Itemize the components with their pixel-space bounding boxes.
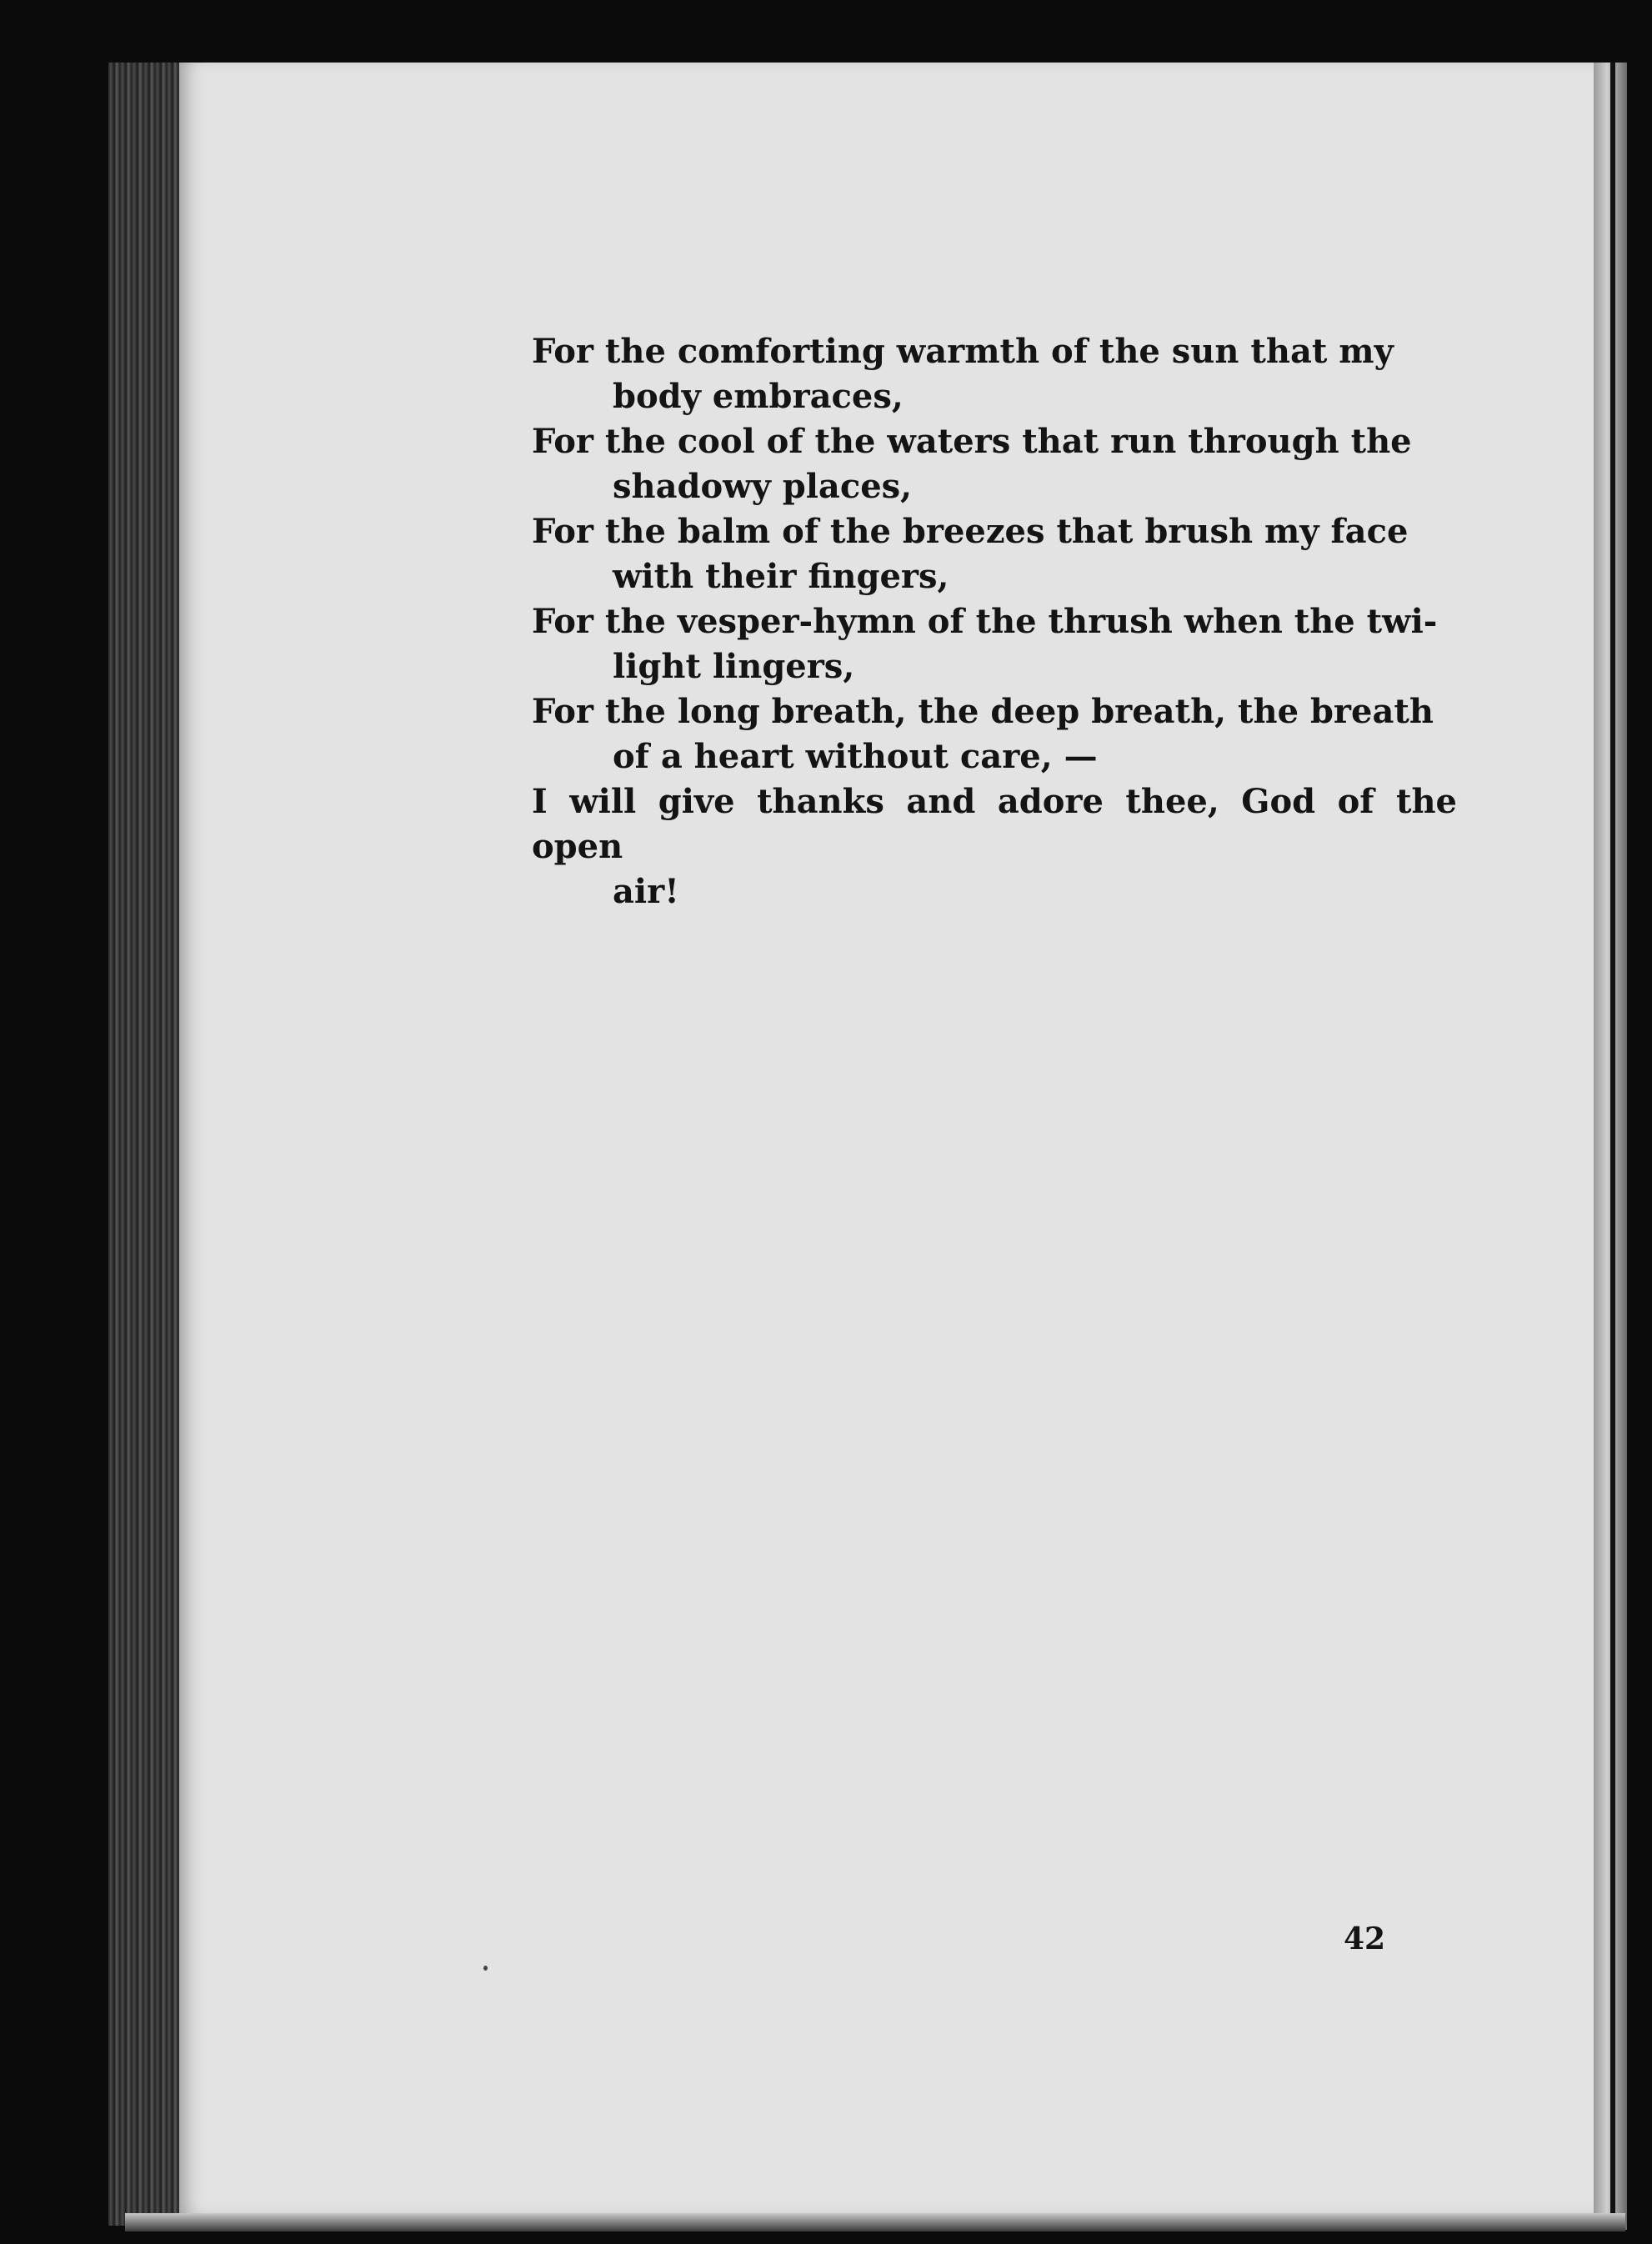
poem-line: body embraces, — [613, 377, 904, 416]
page-number: 42 — [1344, 1921, 1386, 1956]
poem-line: light lingers, — [613, 647, 855, 686]
ink-speck — [483, 1966, 488, 1971]
poem-text — [532, 329, 1457, 914]
poem-line: For the vesper-hymn of the thrush when the twi- — [532, 602, 1438, 641]
page-right-border — [1610, 63, 1615, 2230]
page-bottom-edge — [125, 2213, 1625, 2231]
poem-line: For the comforting warmth of the sun that my — [532, 332, 1394, 371]
poem-line: shadowy places, — [613, 467, 913, 506]
poem-line: air! — [613, 872, 679, 911]
poem-line: For the cool of the waters that run through the — [532, 422, 1412, 461]
poem-line: with their fingers, — [613, 557, 949, 596]
poem-line: I will give thanks and adore thee, God of the open — [532, 782, 1457, 866]
poem-line: For the long breath, the deep breath, the breath — [532, 692, 1434, 731]
poem-line: of a heart without care, — — [613, 737, 1098, 776]
poem-line: For the balm of the breezes that brush my face — [532, 512, 1409, 551]
